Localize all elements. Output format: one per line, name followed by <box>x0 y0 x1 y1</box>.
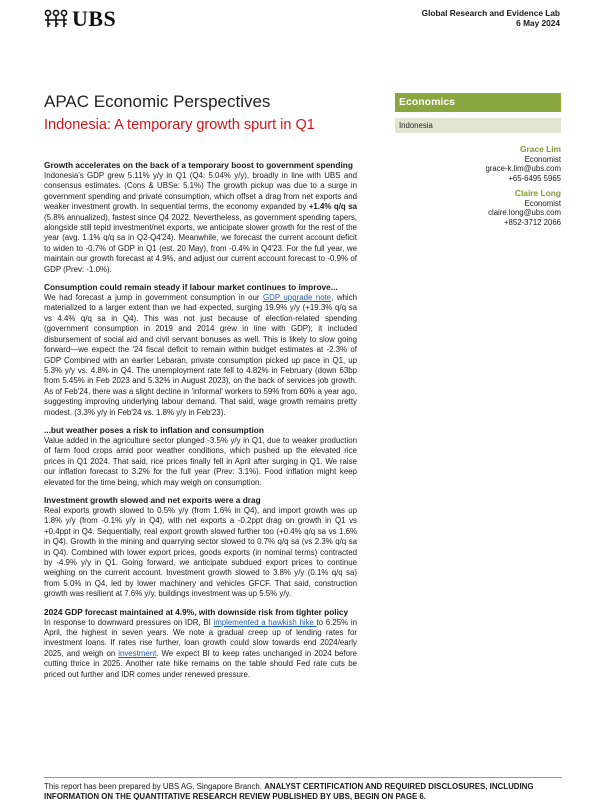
author-phone: +65-6495 5965 <box>508 174 561 184</box>
author-card <box>395 145 561 184</box>
ubs-logo <box>44 6 116 32</box>
section-heading: ...but weather poses a risk to inflation and consumption <box>44 424 264 435</box>
section-heading: 2024 GDP forecast maintained at 4.9%, with downside risk from tighter policy <box>44 606 349 617</box>
author-name: Grace Lim <box>520 144 561 154</box>
author-role: Economist <box>524 154 561 164</box>
category-band: Economics <box>395 93 561 112</box>
section-paragraph: We had forecast a jump in government consumption in our GDP upgrade note, which materialized to a larger extent than we had expected, surging 19.9% y/y (+19.3% q/q sa vs 4.4% q/q sa in Q4). This was not just because of election-related spending (government consumption in 2019 and 2014 grew in line with GDP); it included disbursement of social aid and civil servant bonuses as well. This is likely to slow going forward—we expect the '24 fiscal deficit to remain within budget estimates at -2.3% of GDP Combined with an earlier Lebaran, private consumption picked up pace in Q1, up 5.3% y/y vs. 4.8% in Q4. The unemployment rate fell to 4.82% in February (down 63bp from 5.45% in Feb 2023 and 5.32% in August 2023), on the back of services job growth. As of Feb'24, there was a slight decline in 'informal' workers to 59% from 60% a year ago, suggesting improving underlying labour demand. That said, wage growth remains pretty modest. (3.3% y/y in Feb'24 vs. 1.8% y/y in Feb'23). <box>44 293 358 417</box>
author-role: Economist <box>524 198 561 208</box>
section-paragraph: Indonesia's GDP grew 5.11% y/y in Q1 (Q4: 5.04% y/y), broadly in line with UBS and consensus estimates. (Cons & UBSe: 5.1%) The growth pickup was due to a surge in government spending and private consumption, which offset a drag from net exports and weaker investment growth. In sequential terms, the economy expanded by +1.4% q/q sa (5.8% annualized), fastest since Q4 2022. Nevertheless, as government spending tapers, alongside still tepid investment/net exports, we anticipate slower growth for the rest of the year (avg. 1.1% q/q sa in Q2-Q4'24). Meanwhile, we forecast the current account deficit to widen to -0.7% of GDP in Q1 (est. 20 May), from -0.4% in Q4'23. For the full year, we maintain our growth forecast at 4.9%, and adjust our current account forecast to -0.9% of GDP (Prev: -1.0%). <box>44 171 357 274</box>
hawkish-hike-link[interactable]: implemented a hawkish hike <box>213 617 317 627</box>
report-date: 6 May 2024 <box>516 18 560 28</box>
country-tag: Indonesia <box>395 118 561 133</box>
author-list <box>395 145 561 228</box>
section-paragraph: Real exports growth slowed to 0.5% y/y (from 1.6% in Q4), and import growth was up 1.8% y/y (from -0.1% y/y in Q4), with net exports a -0.2ppt drag on growth in Q1 vs +0.4ppt in Q4. Sequentially, real export growth slowed further too (+0.4% q/q sa vs 1.6% in Q4). Growth in the mining and quarrying sector slowed to 0.7% q/q sa (vs 2.3% q/q sa in Q4). Combined with lower export prices, goods exports (in nominal terms) contracted by -4.9% y/y in Q1. Going forward, we anticipate subdued export prices to continue weighing on the current account. Investment growth slowed to 3.8% y/y (0.1% q/q sa) from 5.0% in Q4, led by lower machinery and vehicles GFCF. That said, construction growth was resilient at 7.6% y/y, buildings investment was up 5.5% y/y. <box>44 505 357 599</box>
department-label: Global Research and Evidence Lab <box>421 8 560 18</box>
author-email[interactable]: claire.long@ubs.com <box>488 208 561 218</box>
section-paragraph: Value added in the agriculture sector plunged -3.5% y/y in Q1, due to weaker production of farm food crops amid poor weather conditions, which pushed up the elevated rice prices in Q1 2024. That said, rice prices finally fell in April after surging in Q1. We raise our inflation forecast to 3.2% for the full year (Prev: 3.1%). Food inflation might keep elevated for the time being, which may weigh on consumption. <box>44 435 357 487</box>
report-headline: Indonesia: A temporary growth spurt in Q1 <box>44 117 315 133</box>
author-name: Claire Long <box>514 187 561 198</box>
author-email[interactable]: grace-k.lim@ubs.com <box>485 164 561 174</box>
section-heading: Consumption could remain steady if labour market continues to improve... <box>44 282 338 293</box>
report-body <box>44 160 357 680</box>
series-title: APAC Economic Perspectives <box>44 92 271 111</box>
brand-name: UBS <box>72 6 117 31</box>
section-heading: Investment growth slowed and net exports were a drag <box>44 494 261 505</box>
investment-link[interactable]: investment <box>118 648 157 658</box>
author-card <box>395 189 561 228</box>
author-phone: +852-3712 2066 <box>503 217 561 227</box>
disclosure-footer: This report has been prepared by UBS AG, Singapore Branch. ANALYST CERTIFICATION AND REQUIRED DISCLOSURES, INCLUDING INFORMATION ON THE QUANTITATIVE RESEARCH REVIEW PUBLISHED BY UBS, BEGIN ON PAGE 6. <box>44 777 562 800</box>
three-keys-icon <box>44 9 68 29</box>
sidebar <box>395 93 561 228</box>
gdp-upgrade-note-link[interactable]: GDP upgrade note <box>263 293 332 303</box>
section-heading: Growth accelerates on the back of a temporary boost to government spending <box>44 160 353 170</box>
report-meta <box>422 8 560 28</box>
section-paragraph: In response to downward pressures on IDR, BI implemented a hawkish hike to 6.25% in April, the highest in seven years. We note a gradual creep up of lending rates for investment loans. If rates rise further, loan growth could slow towards end 2024/early 2025, and weigh on investment. We expect BI to keep rates unchanged in 2024 before cutting thrice in 2025. Another rate hike remains on the table should Fed rate cuts be priced out further and IDR comes under renewed pressure. <box>44 617 357 679</box>
